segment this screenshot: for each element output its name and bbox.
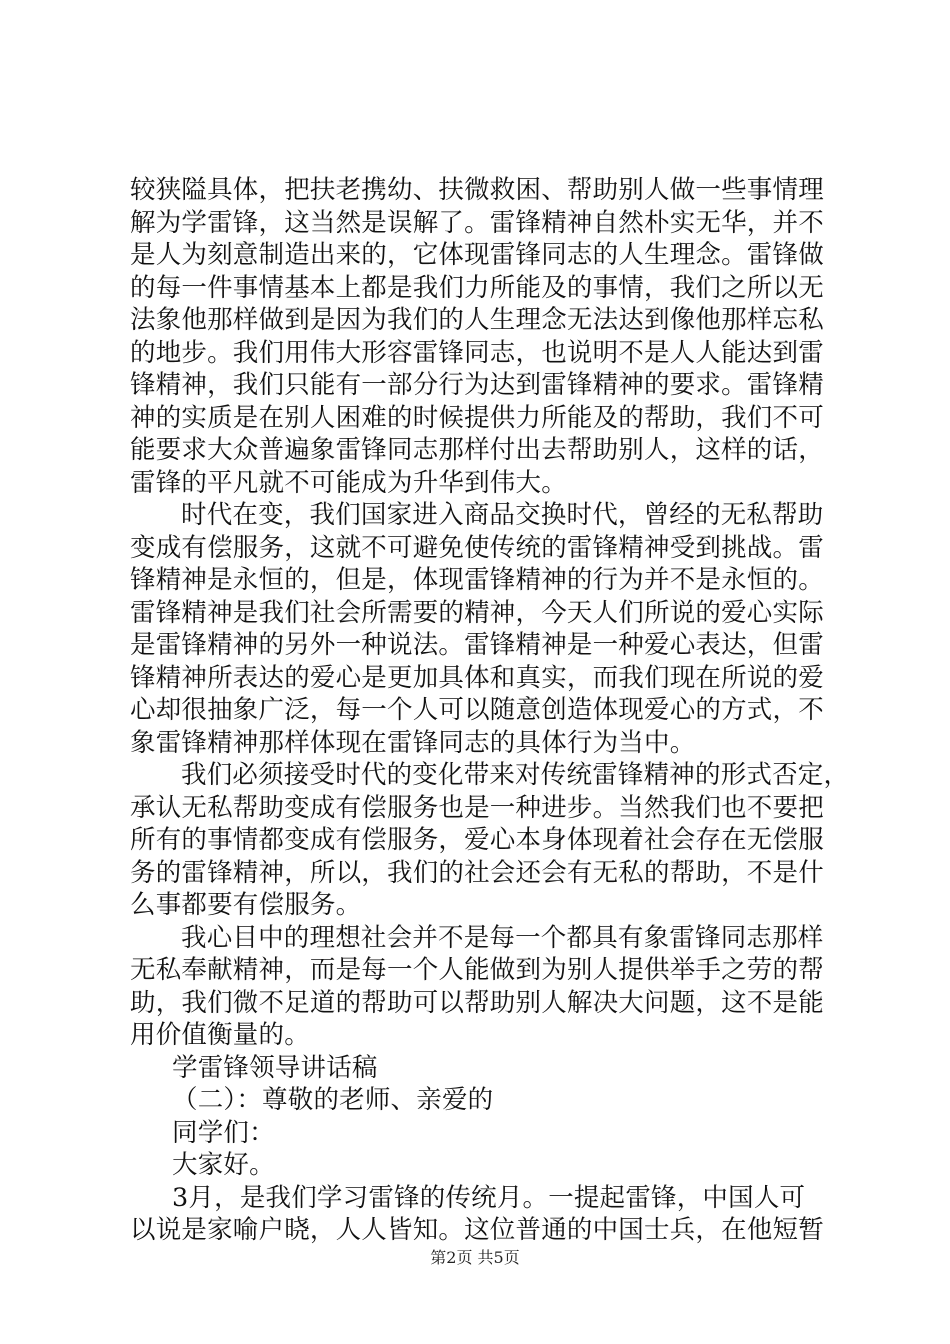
- text-line: 所有的事情都变成有偿服务，爱心本身体现着社会存在无偿服: [130, 825, 824, 855]
- text-line: 能要求大众普遍象雷锋同志那样付出去帮助别人，这样的话，: [130, 435, 824, 465]
- text-line: 用价值衡量的。: [130, 1020, 310, 1050]
- text-line: 解为学雷锋，这当然是误解了。雷锋精神自然朴实无华，并不: [130, 207, 824, 238]
- text-line: 承认无私帮助变成有偿服务也是一种进步。当然我们也不要把: [130, 792, 824, 823]
- text-line: 神的实质是在别人困难的时候提供力所能及的帮助，我们不可: [130, 402, 824, 433]
- text-line: 我心目中的理想社会并不是每一个都具有象雷锋同志那样: [181, 922, 824, 953]
- text-line: 学雷锋领导讲话稿: [172, 1052, 378, 1083]
- text-line: 是人为刻意制造出来的，它体现雷锋同志的人生理念。雷锋做: [130, 240, 824, 270]
- text-line: 助，我们微不足道的帮助可以帮助别人解决大问题，这不是能: [130, 987, 824, 1018]
- text-line: （二）：尊敬的老师、亲爱的: [172, 1085, 494, 1115]
- text-line: 变成有偿服务，这就不可避免使传统的雷锋精神受到挑战。雷: [130, 532, 824, 563]
- text-line: 时代在变，我们国家进入商品交换时代，曾经的无私帮助: [181, 500, 824, 530]
- text-line: 象雷锋精神那样体现在雷锋同志的具体行为当中。: [130, 727, 696, 758]
- text-line: 么事都要有偿服务。: [130, 890, 362, 920]
- text-line: 锋精神所表达的爱心是更加具体和真实，而我们现在所说的爱: [130, 662, 824, 693]
- text-line: 的地步。我们用伟大形容雷锋同志，也说明不是人人能达到雷: [130, 337, 824, 368]
- text-line: 以说是家喻户晓，人人皆知。这位普通的中国士兵，在他短暂: [130, 1215, 824, 1245]
- page-footer: 第2页 共5页: [430, 1248, 520, 1267]
- text-line: 锋精神，我们只能有一部分行为达到雷锋精神的要求。雷锋精: [130, 370, 824, 400]
- text-line: 较狭隘具体，把扶老携幼、扶微救困、帮助别人做一些事情理: [130, 175, 824, 205]
- text-line: 雷锋的平凡就不可能成为升华到伟大。: [130, 467, 567, 498]
- text-line: 心却很抽象广泛，每一个人可以随意创造体现爱心的方式，不: [130, 695, 824, 725]
- text-line: 务的雷锋精神，所以，我们的社会还会有无私的帮助，不是什: [130, 857, 824, 888]
- text-line: 大家好。: [172, 1150, 275, 1180]
- text-line: 的每一件事情基本上都是我们力所能及的事情，我们之所以无: [130, 272, 824, 303]
- text-line: 3月，是我们学习雷锋的传统月。一提起雷锋，中国人可: [172, 1182, 806, 1213]
- text-line: 我们必须接受时代的变化带来对传统雷锋精神的形式否定，: [181, 760, 850, 790]
- text-line: 是雷锋精神的另外一种说法。雷锋精神是一种爱心表达，但雷: [130, 630, 824, 660]
- body-text: [130, 174, 850, 1247]
- text-line: 无私奉献精神，而是每一个人能做到为别人提供举手之劳的帮: [130, 955, 824, 985]
- text-line: 同学们：: [172, 1117, 275, 1148]
- text-line: 雷锋精神是我们社会所需要的精神，今天人们所说的爱心实际: [130, 597, 824, 628]
- text-line: 法象他那样做到是因为我们的人生理念无法达到像他那样忘私: [130, 305, 824, 335]
- text-line: 锋精神是永恒的，但是，体现雷锋精神的行为并不是永恒的。: [130, 565, 824, 595]
